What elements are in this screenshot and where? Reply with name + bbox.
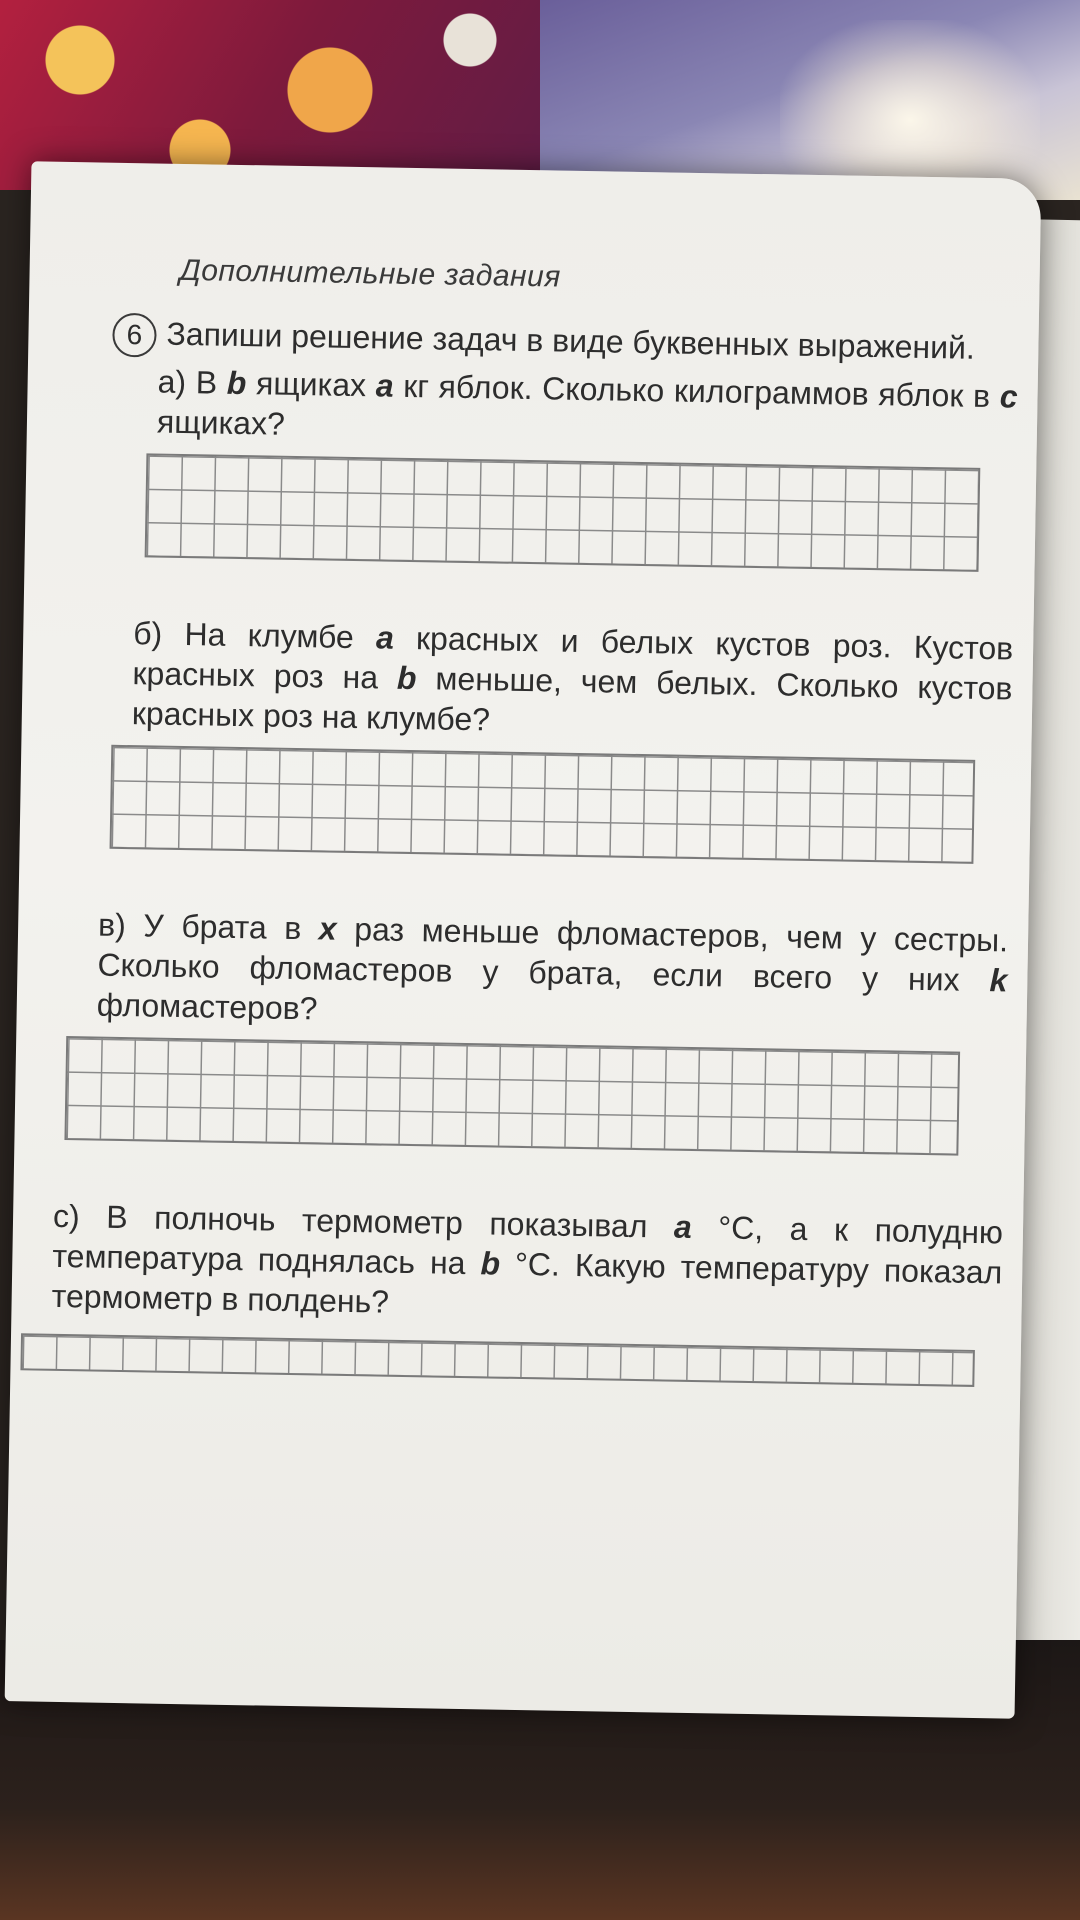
- task-instructions: Запиши решение задач в виде буквенных выражений.: [166, 315, 976, 366]
- variable: x: [318, 910, 337, 947]
- problem-text: раз меньше фломастеров, чем у сестры. Сколько фломастеров у брата, если всего у них: [97, 910, 1009, 999]
- problem-text: °C. Какую температуру показал термометр в полдень?: [51, 1245, 1003, 1320]
- problem-text: ящиках: [246, 365, 377, 404]
- problem-s: [51, 1196, 1003, 1333]
- variable: b: [396, 659, 417, 697]
- problem-text: В полночь термометр показывал: [106, 1198, 675, 1245]
- variable: a: [673, 1208, 693, 1245]
- variable: c: [999, 378, 1018, 415]
- answer-grid-v[interactable]: [64, 1036, 960, 1156]
- section-heading: Дополнительные задания: [179, 253, 562, 294]
- problem-text: фломастеров?: [96, 986, 318, 1027]
- variable: b: [480, 1245, 501, 1282]
- variable: b: [226, 364, 247, 402]
- problem-text: У брата в: [143, 907, 320, 947]
- problem-label: с): [52, 1197, 81, 1235]
- problem-label: а): [157, 363, 187, 401]
- problem-b: [132, 613, 1014, 748]
- problem-text: На клумбе: [184, 616, 377, 656]
- variable: a: [375, 619, 395, 656]
- problem-text: ящиках?: [156, 403, 286, 442]
- problem-label: б): [132, 615, 163, 652]
- problem-text: меньше, чем белых. Сколько кустов красных роз на клумбе?: [131, 660, 1013, 738]
- variable: k: [989, 962, 1008, 999]
- problem-text: В: [195, 364, 228, 401]
- problem-text: кг яблок. Сколько килограммов яблок в: [393, 367, 1001, 415]
- answer-grid-s[interactable]: [20, 1333, 975, 1387]
- problem-a: [157, 362, 1018, 457]
- problem-label: в): [97, 906, 127, 944]
- workbook-page: [5, 161, 1042, 1718]
- variable: a: [375, 367, 394, 404]
- problem-v: [96, 905, 1008, 1041]
- answer-grid-b[interactable]: [110, 745, 976, 864]
- problem-text: °C, а к полудню температура поднялась на: [52, 1208, 1004, 1282]
- task-number-badge: 6: [112, 313, 157, 358]
- answer-grid-a[interactable]: [145, 453, 981, 572]
- page-content: [51, 253, 1019, 1444]
- problem-text: красных и белых кустов роз. Кустов красных роз на: [132, 619, 1014, 696]
